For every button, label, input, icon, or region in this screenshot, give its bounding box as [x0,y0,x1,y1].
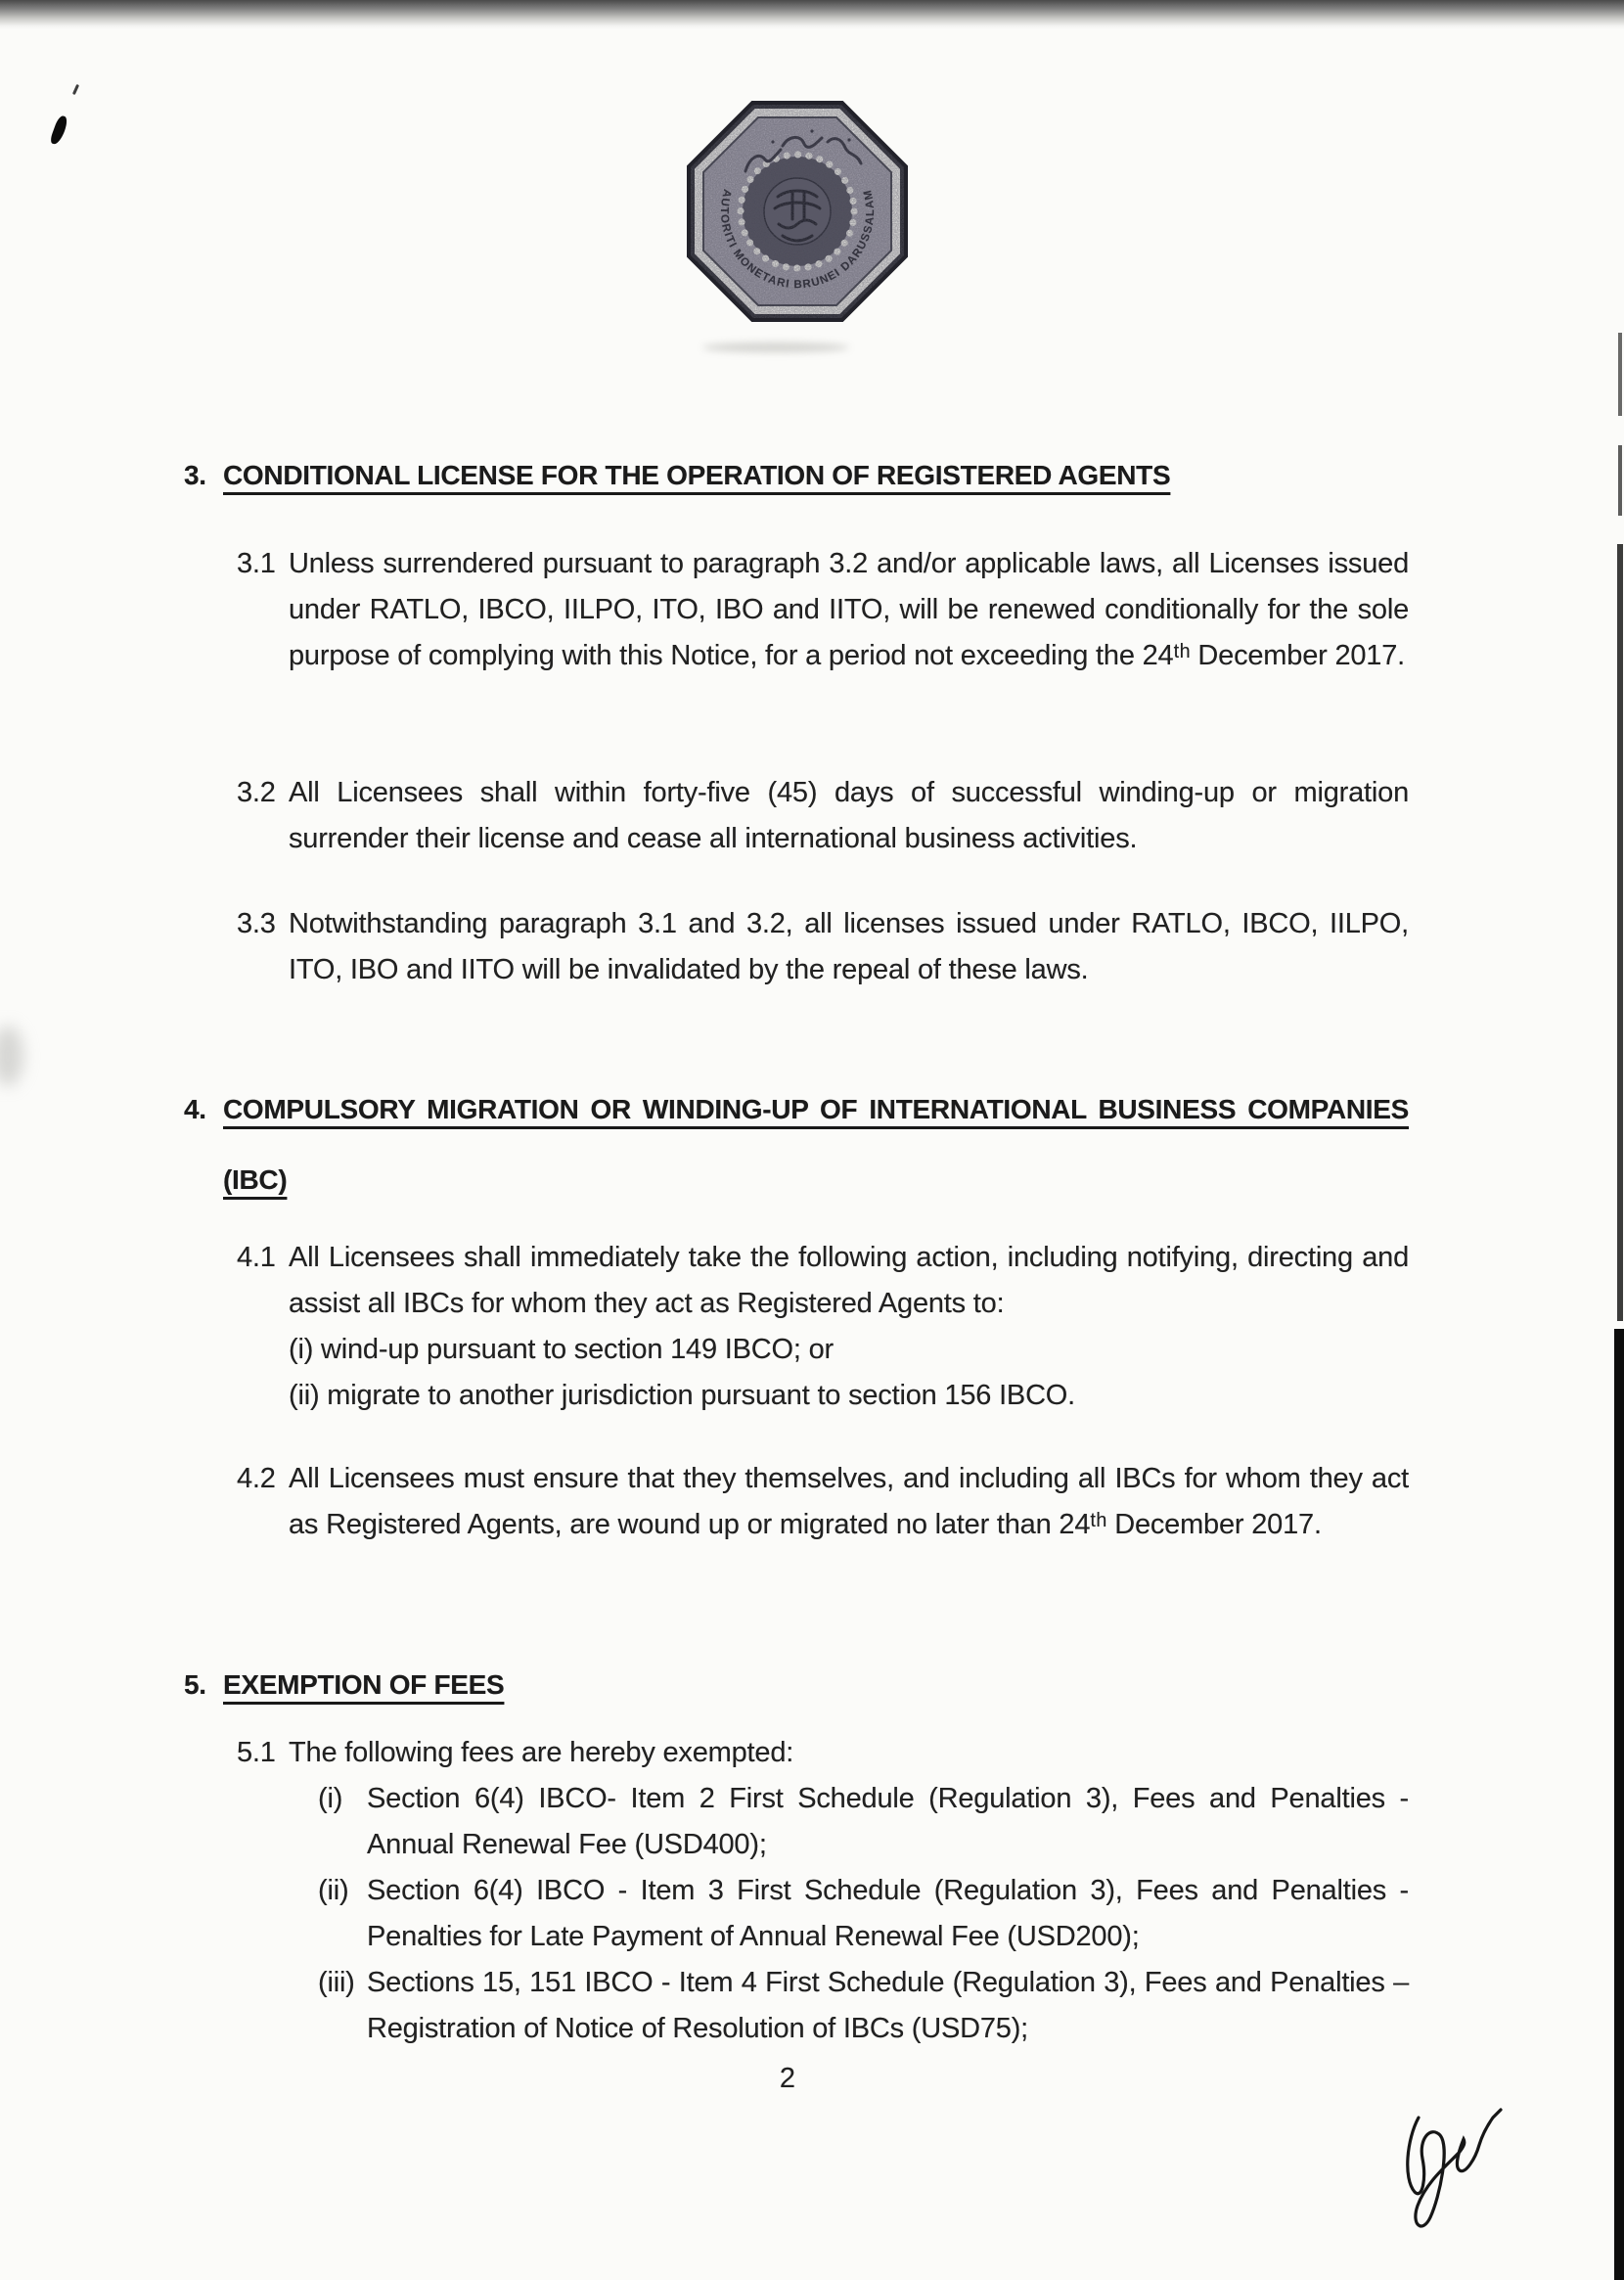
ink-blot [49,114,69,145]
paragraph-text [289,1235,1409,1419]
list-item [318,1868,1409,1960]
paragraph-4-1 [237,1235,1409,1419]
list-item [318,1960,1409,2052]
paragraph-number: 4.1 [237,1242,276,1273]
paragraph-sublines [289,1327,1409,1419]
section-number: 4. [184,1094,206,1124]
paragraph-body: All Licensees shall immediately take the following action, including notifying, directing and assist all IBCs for whom they act as Registered Agents to: [289,1242,1409,1319]
section-3-heading [184,440,1409,511]
item-label: (ii) [318,1875,349,1906]
paragraph-text [289,1730,1409,2052]
signature-initials [1391,2106,1528,2253]
paragraph-text: All Licensees shall within forty-five (45) days of successful winding-up or migration surrender their license and cease all international business activities. [289,777,1409,854]
section-title: EXEMPTION OF FEES [223,1669,505,1700]
seal-shadow-smudge [702,342,849,352]
paragraph-body: The following fees are hereby exempted: [289,1737,794,1768]
paragraph-number: 3.1 [237,548,276,579]
paragraph-text: Notwithstanding paragraph 3.1 and 3.2, all licenses issued under RATLO, IBCO, IILPO, ITO, IBO and IITO will be invalidated by the repeal of these laws. [289,908,1409,985]
paragraph-text: All Licensees must ensure that they themselves, and including all IBCs for whom they act as Registered Agents, are wound up or migrated no later than 24ᵗʰ December 2017. [289,1463,1409,1540]
scan-smudge [0,1026,23,1086]
section-number: 5. [184,1669,206,1700]
paragraph-number: 3.3 [237,908,276,939]
paragraph-number: 5.1 [237,1737,276,1768]
list-item [318,1776,1409,1868]
paragraph-5-1 [237,1730,1409,2052]
item-text: Sections 15, 151 IBCO - Item 4 First Schedule (Regulation 3), Fees and Penalties – Registration of Notice of Resolution of IBCs (USD75); [367,1967,1409,2044]
paragraph-number: 4.2 [237,1463,276,1494]
item-label: (iii) [318,1967,355,1998]
ink-mark [72,84,79,95]
section-4-heading [184,1074,1409,1215]
paragraph-3-3 [237,901,1409,993]
official-seal [685,94,910,329]
paragraph-4-2 [237,1456,1409,1548]
paragraph-3-2 [237,770,1409,862]
paragraph-3-1 [237,541,1409,679]
scan-edge-right [1618,445,1622,516]
item-label: (i) [318,1783,343,1814]
section-title: CONDITIONAL LICENSE FOR THE OPERATION OF REGISTERED AGENTS [223,460,1171,490]
item-text: Section 6(4) IBCO - Item 3 First Schedule (Regulation 3), Fees and Penalties - Penalties for Late Payment of Annual Renewal Fee (USD200); [367,1875,1409,1952]
item-text: Section 6(4) IBCO- Item 2 First Schedule (Regulation 3), Fees and Penalties - Annual Renewal Fee (USD400); [367,1783,1409,1860]
scan-edge-right [1617,544,1623,1321]
subline: (ii) migrate to another jurisdiction pursuant to section 156 IBCO. [289,1380,1076,1411]
scan-edge-right [1618,333,1622,416]
seal-grain-texture [691,105,904,318]
page-number: 2 [779,2063,796,2094]
subline: (i) wind-up pursuant to section 149 IBCO; or [289,1334,834,1365]
scan-edge-right [1614,1329,1624,2280]
section-number: 3. [184,460,206,490]
scan-edge-top [0,0,1624,29]
section-title: COMPULSORY MIGRATION OR WINDING-UP OF INTERNATIONAL BUSINESS COMPANIES (IBC) [223,1094,1409,1195]
section-5-heading [184,1650,1409,1720]
paragraph-number: 3.2 [237,777,276,808]
paragraph-text: Unless surrendered pursuant to paragraph 3.2 and/or applicable laws, all Licenses issued under RATLO, IBCO, IILPO, ITO, IBO and IITO, will be renewed conditionally for the sole purpose of complying with this Notice, for a period not exceeding the 24ᵗʰ December 2017. [289,548,1409,671]
